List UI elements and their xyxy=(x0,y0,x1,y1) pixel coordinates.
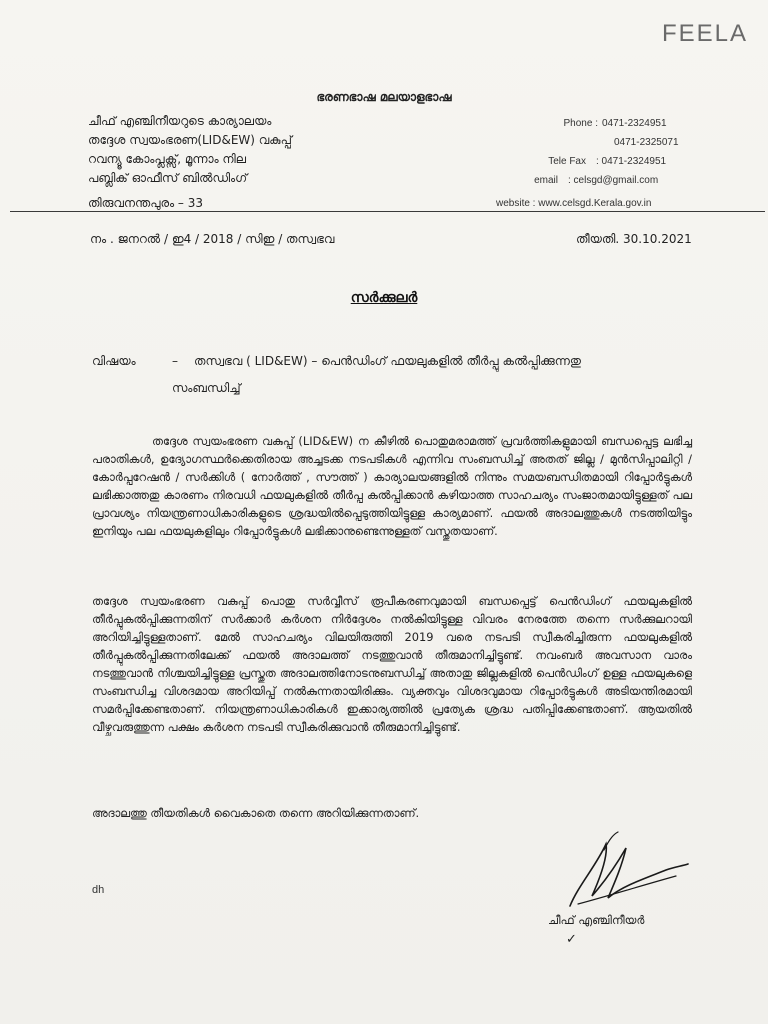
body-paragraph-2: തദ്ദേശ സ്വയംഭരണ വകുപ്പ് പൊതു സർവ്വീസ് രൂപീകരണവുമായി ബന്ധപ്പെട്ട് പെൻഡിംഗ് ഫയലുകളിൽ തീർപ്പുകൽപ്പിക്കുന്നതിന് സർക്കാർ കർശന നിർദ്ദേശം നൽകിയിട്ടുള്ള വിവരം നേരത്തേ തന്നെ സർക്കുലറായി അറിയിച്ചിട്ടുള്ളതാണ്. മേൽ സാഹചര്യം വിലയിരുത്തി 2019 വരെ നടപടി സ്വീകരിച്ചിരുന്ന ഫയലുകളിൽ തീർപ്പുകൽപ്പിക്കുന്നതിലേക്ക് ഫയൽ അദാലത്ത് നടത്തുവാൻ തീരുമാനിച്ചിട്ടുണ്ട്. നവംബർ അവസാന വാരം നടത്തുവാൻ നിശ്ചയിച്ചിട്ടുള്ള പ്രസ്തുത അദാലത്തിനോടനുബന്ധിച്ച് അതാതു ജില്ലകളിൽ പെൻഡിംഗ് ഉള്ള ഫയലുകളെ സംബന്ധിച്ച വിശദമായ അറിയിപ്പ് നൽകുന്നതായിരിക്കും. വ്യക്തവും വിശദവുമായ റിപ്പോർട്ടുകൾ അടിയന്തിരമായി സമർപ്പിക്കേണ്ടതാണ്. നിയന്ത്രണാധികാരികൾ ഇക്കാര്യത്തിൽ പ്രത്യേക ശ്രദ്ധ പതിപ്പിക്കേണ്ടതാണ്. ആയതിൽ വീഴ്ചവരുത്തുന്ന പക്ഷം കർശന നടപടി സ്വീകരിക്കുവാൻ തീരുമാനിച്ചിട്ടുണ്ട്. xyxy=(92,594,692,734)
email-value: : celsgd@gmail.com xyxy=(568,175,659,186)
contact-block xyxy=(496,114,696,213)
subject-label: വിഷയം xyxy=(92,354,136,368)
email-label: email xyxy=(534,175,558,186)
designation: ചീഫ് എഞ്ചിനീയർ xyxy=(548,913,645,927)
telefax-row xyxy=(496,152,696,171)
document-title: സർക്കുലർ xyxy=(350,290,418,306)
subject-line xyxy=(92,348,712,375)
phone-row xyxy=(496,114,696,133)
phone-value: 0471-2324951 xyxy=(602,118,667,129)
office-line: പബ്ലിക് ഓഫീസ് ബിൽഡിംഗ് xyxy=(88,171,248,185)
brand-watermark: FEELA xyxy=(661,20,748,47)
email-row xyxy=(496,171,696,190)
office-line: ചീഫ് എഞ്ചിനീയറുടെ കാര്യാലയം xyxy=(88,114,272,128)
telefax-label: Tele Fax xyxy=(548,156,586,167)
header-divider xyxy=(10,211,765,212)
phone-value-2: 0471-2325071 xyxy=(614,137,679,148)
body-paragraph-1: തദ്ദേശ സ്വയംഭരണ വകുപ്പ് (LID&EW) ന കീഴിൽ പൊതുമരാമത്ത് പ്രവർത്തികളുമായി ബന്ധപ്പെട്ട ലഭിച്ച പരാതികൾ, ഉദ്യോഗസ്ഥർക്കെതിരായ അച്ചടക്ക നടപടികൾ എന്നിവ സംബന്ധിച്ച് അതത് ജില്ല / മുൻസിപ്പാലിറ്റി / കോർപ്പറേഷൻ / സർക്കിൾ ( നോർത്ത് , സൗത്ത് ) കാര്യാലയങ്ങളിൽ നിന്നും സമയബന്ധിതമായി റിപ്പോർട്ടുകൾ ലഭിക്കാത്തതു കാരണം നിരവധി ഫയലുകളിൽ തീർപ്പ കൽപ്പിക്കാൻ കഴിയാത്ത സാഹചര്യം സംജാതമായിട്ടുള്ളത് പല പ്രാവശ്യം നിയന്ത്രണാധികാരികളുടെ ശ്രദ്ധയിൽപ്പെടുത്തിയിട്ടുള്ള കാര്യമാണ്. ഫയൽ അദാലത്തുകൾ നടത്തിയിട്ടും ഇനിയും പല ഫയലുകളിലും റിപ്പോർട്ടുകൾ ലഭിക്കാനുണ്ടെന്നുള്ളത് വസ്തുതയാണ്. xyxy=(92,434,692,538)
initials: dh xyxy=(92,884,105,896)
website-value: website : www.celsgd.Kerala.gov.in xyxy=(496,198,652,209)
office-line: തദ്ദേശ സ്വയംഭരണ(LID&EW) വകുപ്പ് xyxy=(88,133,292,147)
office-line: റവന്യൂ കോംപ്ലക്സ്, മൂന്നാം നില xyxy=(88,152,246,166)
subject-block xyxy=(92,348,712,402)
body-paragraph-3: അദാലത്തു തീയതികൾ വൈകാതെ തന്നെ അറിയിക്കുന്നതാണ്. xyxy=(92,806,420,820)
phone-row-2 xyxy=(496,133,696,152)
office-city: തിരുവനന്തപുരം – 33 xyxy=(88,196,204,210)
reference-number: നം . ജനറൽ / ഇ4 / 2018 / സിഇ / തസ്വഭവ xyxy=(90,232,335,246)
check-icon: ✓ xyxy=(566,932,577,947)
signature-mark xyxy=(548,826,698,922)
subject-dash: – xyxy=(172,354,178,368)
office-address xyxy=(88,112,428,213)
phone-label: Phone : xyxy=(563,118,598,129)
subject-continuation: സംബന്ധിച്ച് xyxy=(172,381,241,395)
language-title: ഭരണഭാഷ മലയാളഭാഷ xyxy=(316,90,452,104)
subject-text: തസ്വഭവ ( LID&EW) – പെൻഡിംഗ് ഫയലുകളിൽ തീർപ്പു കൽപ്പിക്കുന്നതു xyxy=(194,354,581,368)
document-date: തീയതി. 30.10.2021 xyxy=(576,232,692,246)
telefax-value: : 0471-2324951 xyxy=(596,156,667,167)
